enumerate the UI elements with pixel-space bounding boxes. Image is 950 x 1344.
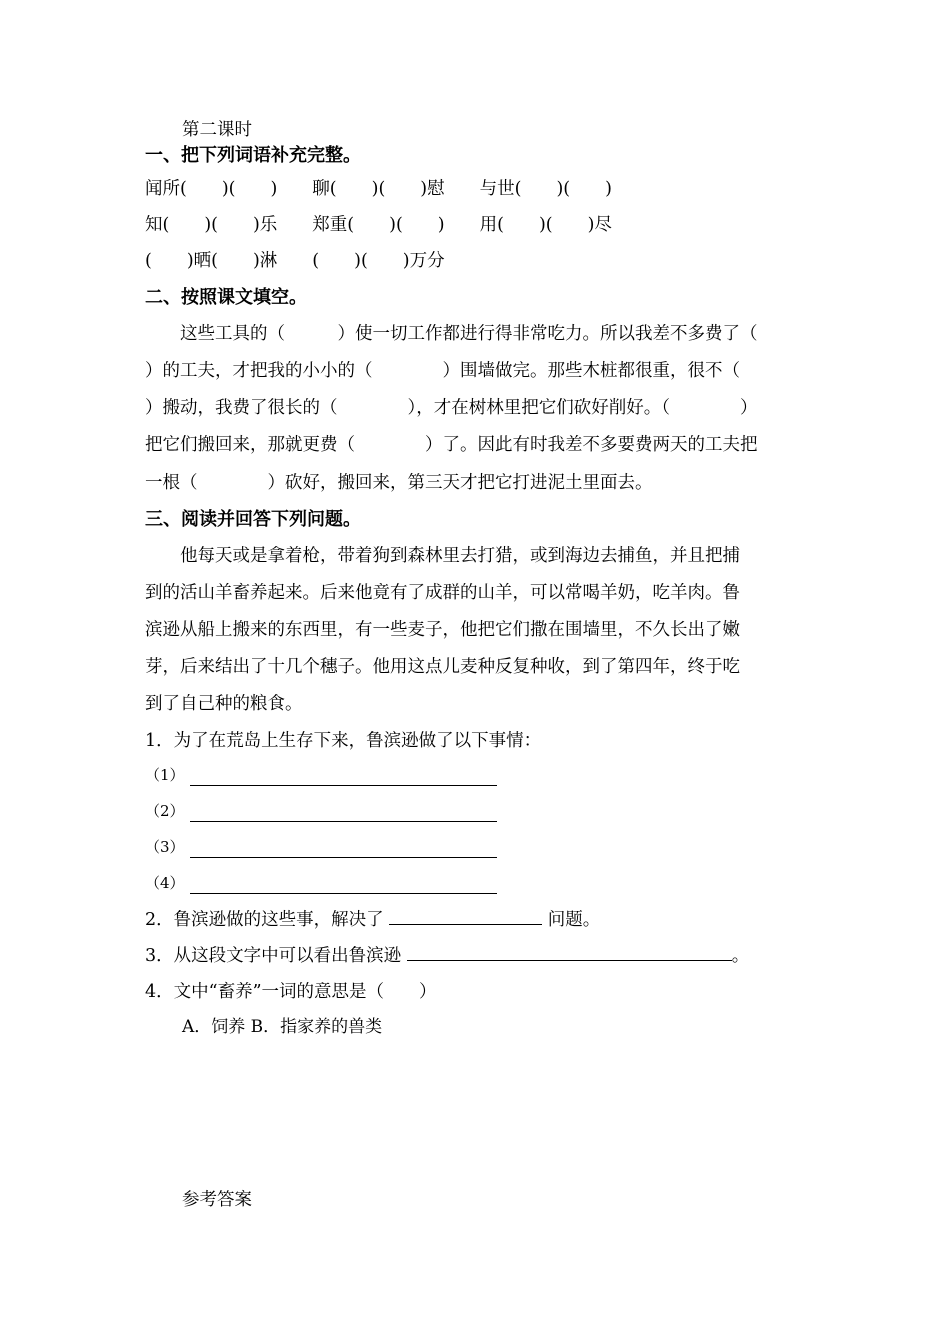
lesson-title: 第二课时 [182, 120, 252, 140]
answer-label: （1） [145, 766, 185, 784]
answer-label: （3） [145, 838, 185, 856]
answer-row-4 [145, 872, 497, 894]
question-3-text: 3．从这段文字中可以看出鲁滨逊 [145, 946, 407, 966]
section2-line-1: 这些工具的（ ）使一切工作都进行得非常吃力。所以我差不多费了（ [145, 324, 758, 344]
question-4: 4．文中“畜养”一词的意思是（ ） [145, 982, 437, 1002]
section2-line-5: 一根（ ）砍好，搬回来，第三天才把它打进泥土里面去。 [145, 473, 653, 493]
question-3 [145, 944, 749, 967]
section3-heading: 三、阅读并回答下列问题。 [145, 509, 361, 530]
answer-label: （2） [145, 802, 185, 820]
question-2 [145, 908, 600, 931]
passage-line-1: 他每天或是拿着枪，带着狗到森林里去打猎，或到海边去捕鱼，并且把捕 [145, 546, 740, 566]
question-2-end: 问题。 [542, 910, 601, 930]
question-4-options: A．饲养 B．指家养的兽类 [182, 1017, 383, 1037]
section1-heading: 一、把下列词语补充完整。 [145, 145, 361, 166]
section2-line-2: ）的工夫，才把我的小小的（ ）围墙做完。那些木桩都很重，很不（ [145, 361, 740, 381]
answer-blank[interactable] [190, 803, 497, 822]
answer-row-2 [145, 800, 497, 822]
question-2-text: 2．鲁滨逊做的这些事，解决了 [145, 910, 390, 930]
answer-row-1 [145, 764, 497, 786]
passage-line-4: 芽，后来结出了十几个穗子。他用这点儿麦种反复种收，到了第四年，终于吃 [145, 657, 740, 677]
passage-line-3: 滨逊从船上搬来的东西里，有一些麦子，他把它们撒在围墙里，不久长出了嫩 [145, 620, 740, 640]
passage-line-2: 到的活山羊畜养起来。后来他竟有了成群的山羊，可以常喝羊奶，吃羊肉。鲁 [145, 583, 740, 603]
answer-blank[interactable] [190, 767, 497, 786]
section1-row-2: 知( )( )乐 郑重( )( ) 用( )( )尽 [145, 215, 612, 235]
section2-line-3: ）搬动，我费了很长的（ ），才在树林里把它们砍好削好。（ ） [145, 398, 758, 418]
answer-blank[interactable] [190, 875, 497, 894]
section2-line-4: 把它们搬回来，那就更费（ ）了。因此有时我差不多要费两天的工夫把 [145, 435, 758, 455]
answer-label: （4） [145, 874, 185, 892]
question-1: 1．为了在荒岛上生存下来，鲁滨逊做了以下事情： [145, 731, 542, 751]
question-3-end: 。 [731, 946, 750, 966]
section1-row-1: 闻所( )( ) 聊( )( )慰 与世( )( ) [145, 179, 612, 199]
section2-heading: 二、按照课文填空。 [145, 287, 307, 308]
answers-title: 参考答案 [182, 1190, 252, 1210]
question-3-blank[interactable] [407, 944, 732, 961]
answer-blank[interactable] [190, 839, 497, 858]
question-2-blank[interactable] [389, 908, 542, 925]
passage-line-5: 到了自己种的粮食。 [145, 694, 303, 714]
section1-row-3: ( )晒( )淋 ( )( )万分 [145, 251, 445, 271]
answer-row-3 [145, 836, 497, 858]
